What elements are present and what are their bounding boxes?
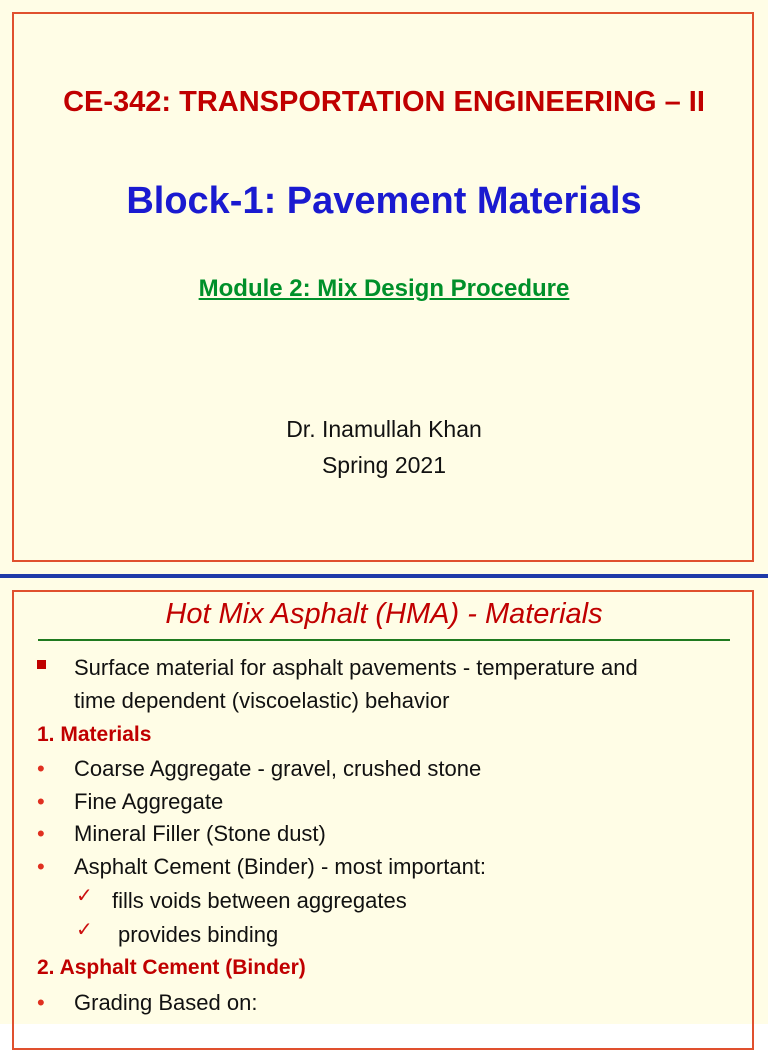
author-name: Dr. Inamullah Khan (286, 416, 482, 442)
bullet-dot-icon: • (37, 756, 45, 781)
bullet-dot-icon: • (37, 821, 45, 846)
module-title: Module 2: Mix Design Procedure (198, 275, 570, 302)
list-item: Coarse Aggregate - gravel, crushed stone (74, 756, 482, 781)
checkmark-icon: ✓ (76, 919, 93, 941)
title-underline-rule (38, 639, 730, 641)
bullet-dot-icon: • (37, 990, 45, 1015)
list-item: Fine Aggregate (74, 789, 224, 814)
check-item: provides binding (118, 922, 279, 947)
list-item: Asphalt Cement (Binder) - most important: (74, 854, 487, 879)
content-slide (0, 578, 768, 1024)
intro-line-2: time dependent (viscoelastic) behavior (74, 688, 450, 713)
square-bullet-icon (37, 660, 46, 669)
slide-title: Hot Mix Asphalt (HMA) - Materials (165, 598, 603, 630)
list-item: Grading Based on: (74, 990, 258, 1015)
section-heading-materials: 1. Materials (37, 723, 152, 746)
bullet-dot-icon: • (37, 789, 45, 814)
block-title: Block-1: Pavement Materials (126, 180, 642, 222)
list-item: Mineral Filler (Stone dust) (74, 821, 326, 846)
course-title: CE-342: TRANSPORTATION ENGINEERING – II (63, 86, 705, 118)
checkmark-icon: ✓ (76, 885, 93, 907)
section-heading-asphalt-cement: 2. Asphalt Cement (Binder) (37, 956, 306, 979)
term: Spring 2021 (321, 452, 447, 478)
bullet-dot-icon: • (37, 854, 45, 879)
check-item: fills voids between aggregates (112, 888, 407, 913)
intro-line-1: Surface material for asphalt pavements - temperature and (74, 655, 638, 680)
